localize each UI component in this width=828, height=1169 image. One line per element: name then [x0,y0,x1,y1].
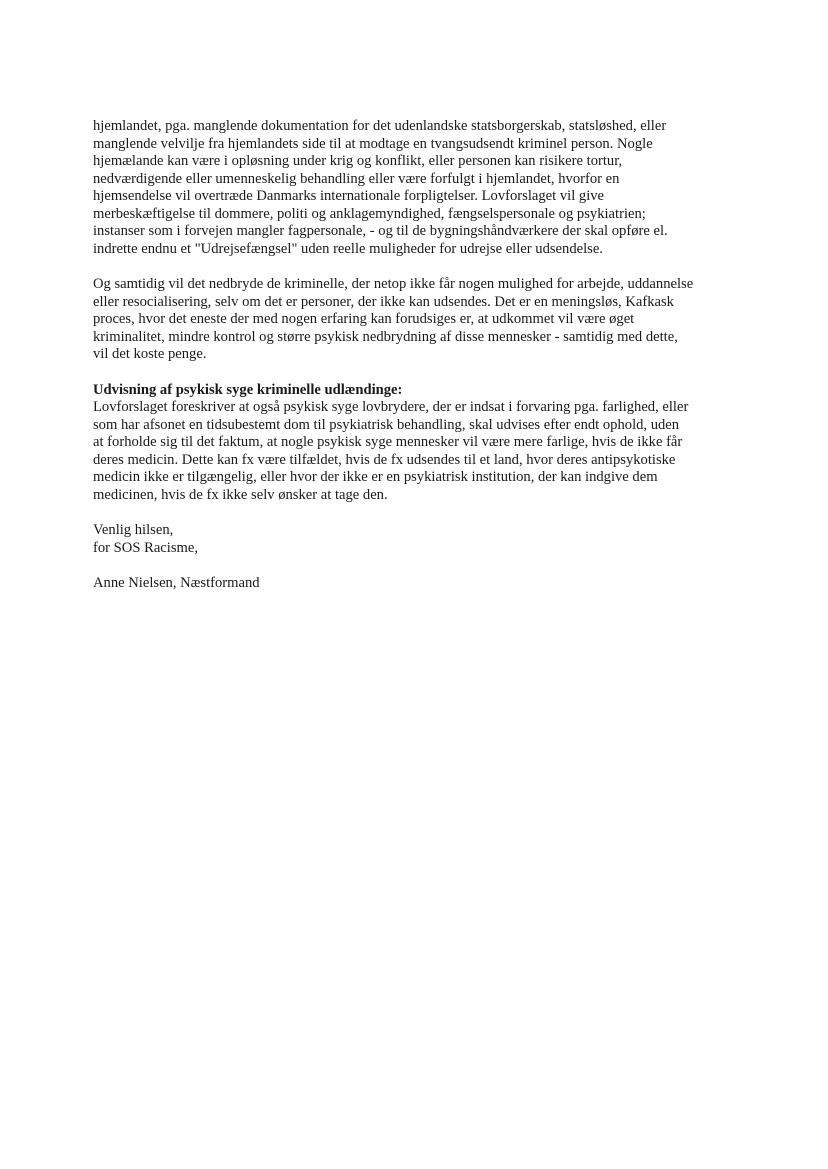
section-heading: Udvisning af psykisk syge kriminelle udlændinge: [93,381,403,398]
text-line: proces, hvor det eneste der med nogen erfaring kan forudsiges er, at udkommet vil være øget [93,311,635,327]
text-line: hjemsendelse vil overtræde Danmarks internationale forpligtelser. Lovforslaget vil give [93,188,605,204]
text-line: Lovforslaget foreskriver at også psykisk syge lovbrydere, der er indsat i forvaring pga. farlighed, eller [93,399,689,415]
text-line: medicinen, hvis de fx ikke selv ønsker at tage den. [93,486,388,503]
signature: Anne Nielsen, Næstformand [93,575,260,591]
text-line: at forholde sig til det faktum, at nogle psykisk syge mennesker vil være mere farlige, hvis de ikke får [93,434,683,450]
text-line: eller resocialisering, selv om det er personer, der ikke kan udsendes. Det er en meningsløs, Kafkask [93,293,674,310]
text-line: manglende velvilje fra hjemlandets side til at modtage en tvangsudsendt kriminel person. Nogle [93,135,653,152]
section-psykisk-syge [93,382,733,505]
text-line: hjemælande kan være i opløsning under krig og konflikt, eller personen kan risikere tortur, [93,153,623,169]
document-page [93,118,733,611]
closing-organization: for SOS Racisme, [93,539,198,556]
text-line: nedværdigende eller umenneskelig behandling eller være forfulgt i hjemlandet, hvorfor en [93,170,620,187]
text-line: hjemlandet, pga. manglende dokumentation for det udenlandske statsborgerskab, statsløshed, eller [93,118,667,134]
signature-block [93,575,733,593]
text-line: indrette endnu et "Udrejsefængsel" uden reelle muligheder for udrejse eller udsendelse. [93,240,603,257]
text-line: deres medicin. Dette kan fx være tilfældet, hvis de fx udsendes til et land, hvor deres antipsykotiske [93,451,676,468]
closing-block [93,522,733,557]
text-line: instanser som i forvejen mangler fagpersonale, - og til de bygningshåndværkere der skal opføre el. [93,223,668,239]
text-line: vil det koste penge. [93,346,207,362]
text-line: medicin ikke er tilgængelig, eller hvor der ikke er en psykiatrisk institution, der kan indgive dem [93,469,658,485]
text-line: som har afsonet en tidsubestemt dom til psykiatrisk behandling, skal udvises efter endt ophold, uden [93,416,680,433]
text-line: Og samtidig vil det nedbryde de kriminelle, der netop ikke får nogen mulighed for arbejde, uddannelse [93,276,694,292]
text-line: merbeskæftigelse til dommere, politi og anklagemyndighed, fængselspersonale og psykiatrien; [93,205,646,222]
text-line: kriminalitet, mindre kontrol og større psykisk nedbrydning af disse mennesker - samtidig med dette, [93,328,678,345]
paragraph-2 [93,276,733,364]
closing-greeting: Venlig hilsen, [93,522,174,538]
paragraph-1 [93,118,733,258]
